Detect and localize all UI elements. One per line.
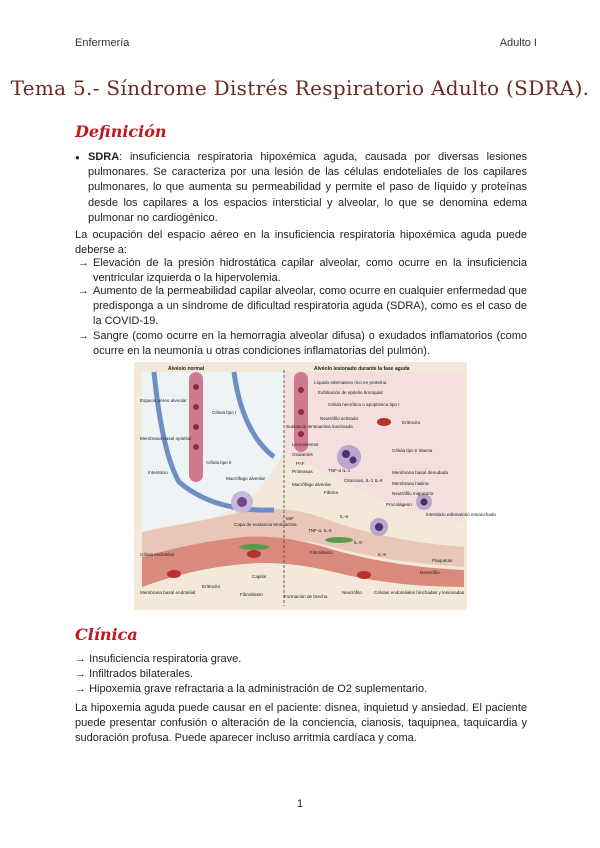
cause-text: Aumento de la permeabilidad capilar alveolar, como ocurre en cualquier enfermedad que predisponga a un síndrome de dificultad respiratoria aguda (SDRA), como es el caso de la COVID-19. bbox=[93, 285, 527, 328]
page-title: Tema 5.- Síndrome Distrés Respiratorio Adulto (SDRA). bbox=[10, 76, 590, 100]
label-mif: MIF bbox=[286, 516, 294, 521]
label-macrofago-right: Macrófago alveolar bbox=[292, 482, 332, 487]
label-paf: PAF bbox=[296, 461, 305, 466]
label-membrana-basal-epitelial: Membrana basal epitelial bbox=[140, 436, 192, 441]
label-neutrofilo-migratorio: Neutrófilo migratorio bbox=[392, 491, 434, 496]
clinic-item bbox=[75, 682, 427, 697]
label-intersticio-edematoso: Intersticio edematoso ensanchado bbox=[426, 512, 496, 517]
arrow-icon: → bbox=[75, 653, 86, 665]
label-celula-tipo-i: Célula tipo I bbox=[212, 410, 237, 415]
clinic-item bbox=[75, 667, 193, 682]
arrow-icon: → bbox=[78, 257, 89, 269]
label-celula-endotelial: Célula endotelial bbox=[140, 552, 174, 557]
label-neutrofilo-right: Neutrófilo bbox=[420, 570, 440, 575]
label-membrana-basal-endotelial: Membrana basal endotelial bbox=[140, 590, 196, 595]
label-intersticio: Intersticio bbox=[148, 470, 168, 475]
label-neutrofilo-activado: Neutrófilo activado bbox=[320, 416, 359, 421]
label-eritrocito: Eritrocito bbox=[202, 584, 221, 589]
cause-text: Sangre (como ocurre en la hemorragia alveolar difusa) o exudados inflamatorios (como ocurre en la neumonía u otras condiciones inflamatorias del pulmón). bbox=[93, 330, 527, 358]
label-formacion-brecha: Formación de brecha bbox=[284, 594, 328, 599]
label-celula-ii-intacta: Célula tipo II intacta bbox=[392, 448, 433, 453]
definition-text: : insuficiencia respiratoria hipoxémica aguda, causada por diversas lesiones pulmonares. Se caracteriza por una lesión de las células endoteliales de los capilares pulmonares, lo que aumenta su permeabilidad y permite el paso de líquido y proteínas desde los capilares a los espacios intersticial y alveolar, lo que se denomina edema pulmonar no cardiogénico. bbox=[88, 151, 527, 224]
label-fibroblasto-left: Fibroblasto bbox=[240, 592, 263, 597]
arrow-icon: → bbox=[78, 285, 89, 297]
label-il8-a: IL-8 bbox=[340, 514, 348, 519]
clinic-item-text: Infiltrados bilaterales. bbox=[89, 668, 194, 680]
label-fibroblasto-right: Fibroblasto bbox=[310, 550, 333, 555]
label-celula-tipo-ii: Célula tipo II bbox=[206, 460, 232, 465]
left-title: Alvéolo normal bbox=[168, 366, 205, 372]
label-surfactante-inactivado: Sustancia tensoactiva inactivada bbox=[286, 424, 353, 429]
label-membrana-basal-denudada: Membrana basal denudada bbox=[392, 470, 448, 475]
page-number: 1 bbox=[296, 798, 304, 810]
cause-item bbox=[78, 329, 527, 359]
label-espacio-aereo: Espacio aéreo alveolar bbox=[140, 398, 187, 403]
definition-term: SDRA bbox=[88, 151, 120, 163]
label-tnf-il6: TNF-α, IL-6 bbox=[308, 528, 332, 533]
label-plaquetas: Plaquetas bbox=[432, 558, 453, 563]
section-heading-definicion: Definición bbox=[75, 122, 167, 141]
label-citoquinas: Citocinas, IL-1 IL-8 bbox=[344, 478, 383, 483]
label-neutrofilo: Neutrófilo bbox=[342, 590, 362, 595]
label-capilar: Capilar bbox=[252, 574, 267, 579]
definition-bullet bbox=[75, 150, 527, 226]
cause-text: Elevación de la presión hidrostática capilar alveolar, como ocurre en la insuficiencia ventricular izquierda o la hipervolemia. bbox=[93, 257, 527, 285]
cause-item bbox=[78, 284, 527, 330]
label-oxidantes: Oxidantes bbox=[292, 452, 313, 457]
label-capa-surfactante: Capa de sustancia tensoactiva bbox=[234, 522, 297, 527]
label-il8-c: IL-8 bbox=[378, 552, 386, 557]
label-tnf-il1: TNF-α IL-1 bbox=[328, 468, 351, 473]
label-eritrocito-right: Eritrocito bbox=[402, 420, 421, 425]
label-membrana-hialina: Membrana hialina bbox=[392, 481, 429, 486]
clinic-item bbox=[75, 652, 241, 667]
label-procolageno: Procolágeno bbox=[386, 502, 412, 507]
label-il8-b: IL-8 bbox=[354, 540, 362, 545]
label-leucotrienos: Leucotrienos bbox=[292, 442, 319, 447]
arrow-icon: → bbox=[75, 683, 86, 695]
label-fibrina: Fibrina bbox=[324, 490, 339, 495]
section-heading-clinica: Clínica bbox=[75, 625, 138, 644]
label-proteasas: Proteasas bbox=[292, 469, 313, 474]
label-celulas-endoteliales: Células endoteliales hinchadas y lesionadas bbox=[374, 590, 465, 595]
cause-item bbox=[78, 256, 527, 286]
label-liquido-edematoso: Líquido edematoso rico en proteína bbox=[314, 380, 387, 385]
label-exfoliacion: Exfoliación de epitelio bronquial bbox=[318, 390, 383, 395]
clinic-item-text: Insuficiencia respiratoria grave. bbox=[89, 653, 242, 665]
arrow-icon: → bbox=[75, 668, 86, 680]
right-title: Alvéolo lesionado durante la fase aguda bbox=[314, 366, 410, 372]
alveolus-diagram bbox=[134, 362, 496, 610]
clinic-paragraph: La hipoxemia aguda puede causar en el paciente: disnea, inquietud y ansiedad. El paciente puede presentar confusión o alteración de la conciencia, cianosis, taquipnea, taquicardia y sudoración profusa. Puede aparecer incluso arritmia cardíaca y coma. bbox=[75, 702, 527, 745]
header-left: Enfermería bbox=[75, 37, 130, 49]
label-celula-necrotica: Célula necrótica o apoptósica tipo I bbox=[328, 402, 400, 407]
clinic-item-text: Hipoxemia grave refractaria a la administración de O2 suplementario. bbox=[89, 683, 428, 695]
label-macrofago-alveolar: Macrófago alveolar bbox=[226, 476, 266, 481]
bullet-dot-icon: ● bbox=[75, 153, 80, 162]
occupation-intro: La ocupación del espacio aéreo en la insuficiencia respiratoria hipoxémica aguda puede deberse a: bbox=[75, 229, 527, 257]
header-right: Adulto I bbox=[499, 37, 537, 49]
arrow-icon: → bbox=[78, 330, 89, 342]
